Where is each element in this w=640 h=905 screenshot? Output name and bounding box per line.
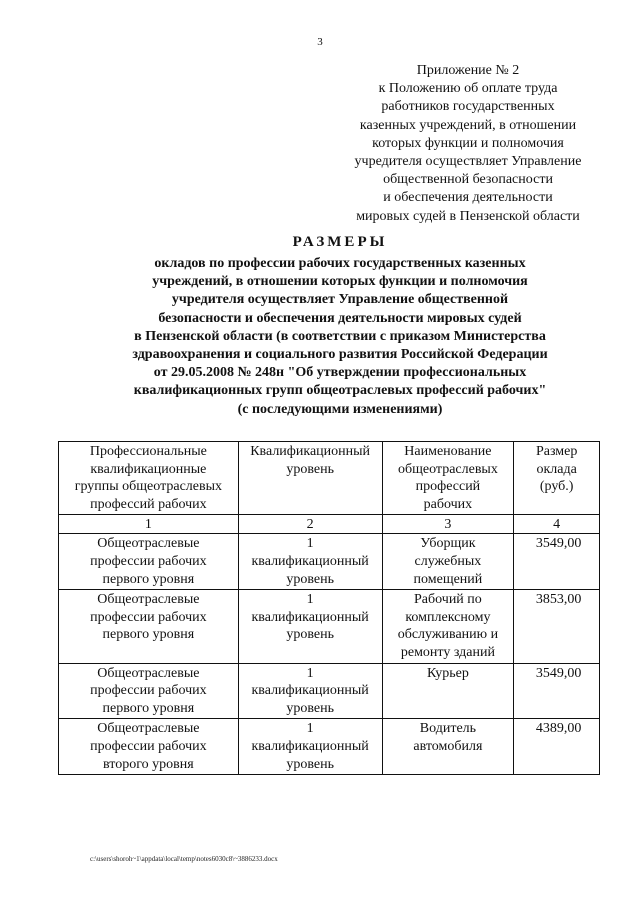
table-header-row [59,442,600,515]
subtitle-line: (с последующими изменениями) [237,401,443,417]
salary-cell: 3549,00 [514,534,600,590]
table-row [59,534,600,590]
level-cell: 1 квалификационный уровень [238,663,382,719]
appendix-line: мировых судей в Пензенской области [356,208,580,224]
level-cell: 1 квалификационный уровень [238,590,382,663]
page-number: 3 [317,36,323,48]
salary-cell: 3549,00 [514,663,600,719]
document-subtitle [0,255,640,419]
subtitle-line: квалификационных групп общеотраслевых профессий рабочих" [133,383,547,399]
appendix-line: работников государственных [381,99,555,115]
table-row [59,663,600,719]
header-cell-profession: Наименование общеотраслевых профессий рабочих [382,442,514,515]
appendix-line: казенных учреждений, в отношении [359,117,577,133]
footer-file-path: c:\users\shoroh~1\appdata\local\temp\notes6030c8\~3886233.docx [90,855,278,863]
appendix-line: и обеспечения деятельности [383,190,553,206]
appendix-line: к Положению об оплате труда [378,81,558,97]
header-cell-salary: Размер оклада (руб.) [514,442,600,515]
group-cell: Общеотраслевые профессии рабочих первого уровня [59,590,239,663]
appendix-line: которых функции и полномочия [372,135,564,151]
subtitle-line: учредителя осуществляет Управление общественной [171,292,509,308]
level-cell: 1 квалификационный уровень [238,719,382,775]
document-title: РАЗМЕРЫ [292,234,388,250]
profession-cell: Уборщик служебных помещений [382,534,514,590]
column-number-row [59,515,600,534]
subtitle-line: учреждений, в отношении которых функции и полномочия [152,274,528,290]
group-cell: Общеотраслевые профессии рабочих первого уровня [59,663,239,719]
column-number: 3 [382,515,514,534]
subtitle-line: от 29.05.2008 № 248н "Об утверждении профессиональных [153,365,527,381]
profession-cell: Водитель автомобиля [382,719,514,775]
salary-cell: 4389,00 [514,719,600,775]
salary-cell: 3853,00 [514,590,600,663]
appendix-line: общественной безопасности [383,172,553,188]
table-row [59,719,600,775]
column-number: 1 [59,515,239,534]
header-cell-group: Профессиональные квалификационные группы общеотраслевых профессий рабочих [59,442,239,515]
profession-cell: Курьер [382,663,514,719]
subtitle-line: окладов по профессии рабочих государственных казенных [154,256,526,271]
table-row [59,590,600,663]
appendix-line: учредителя осуществляет Управление [354,154,582,170]
group-cell: Общеотраслевые профессии рабочих второго уровня [59,719,239,775]
profession-cell: Рабочий по комплексному обслуживанию и ремонту зданий [382,590,514,663]
appendix-line: Приложение № 2 [416,63,520,78]
salary-table [58,441,600,775]
subtitle-line: безопасности и обеспечения деятельности мировых судей [158,310,522,326]
appendix-block [328,62,608,226]
header-cell-level: Квалификационный уровень [238,442,382,515]
level-cell: 1 квалификационный уровень [238,534,382,590]
group-cell: Общеотраслевые профессии рабочих первого уровня [59,534,239,590]
column-number: 4 [514,515,600,534]
subtitle-line: здравоохранения и социального развития Российской Федерации [132,347,548,363]
column-number: 2 [238,515,382,534]
subtitle-line: в Пензенской области (в соответствии с приказом Министерства [134,328,546,344]
